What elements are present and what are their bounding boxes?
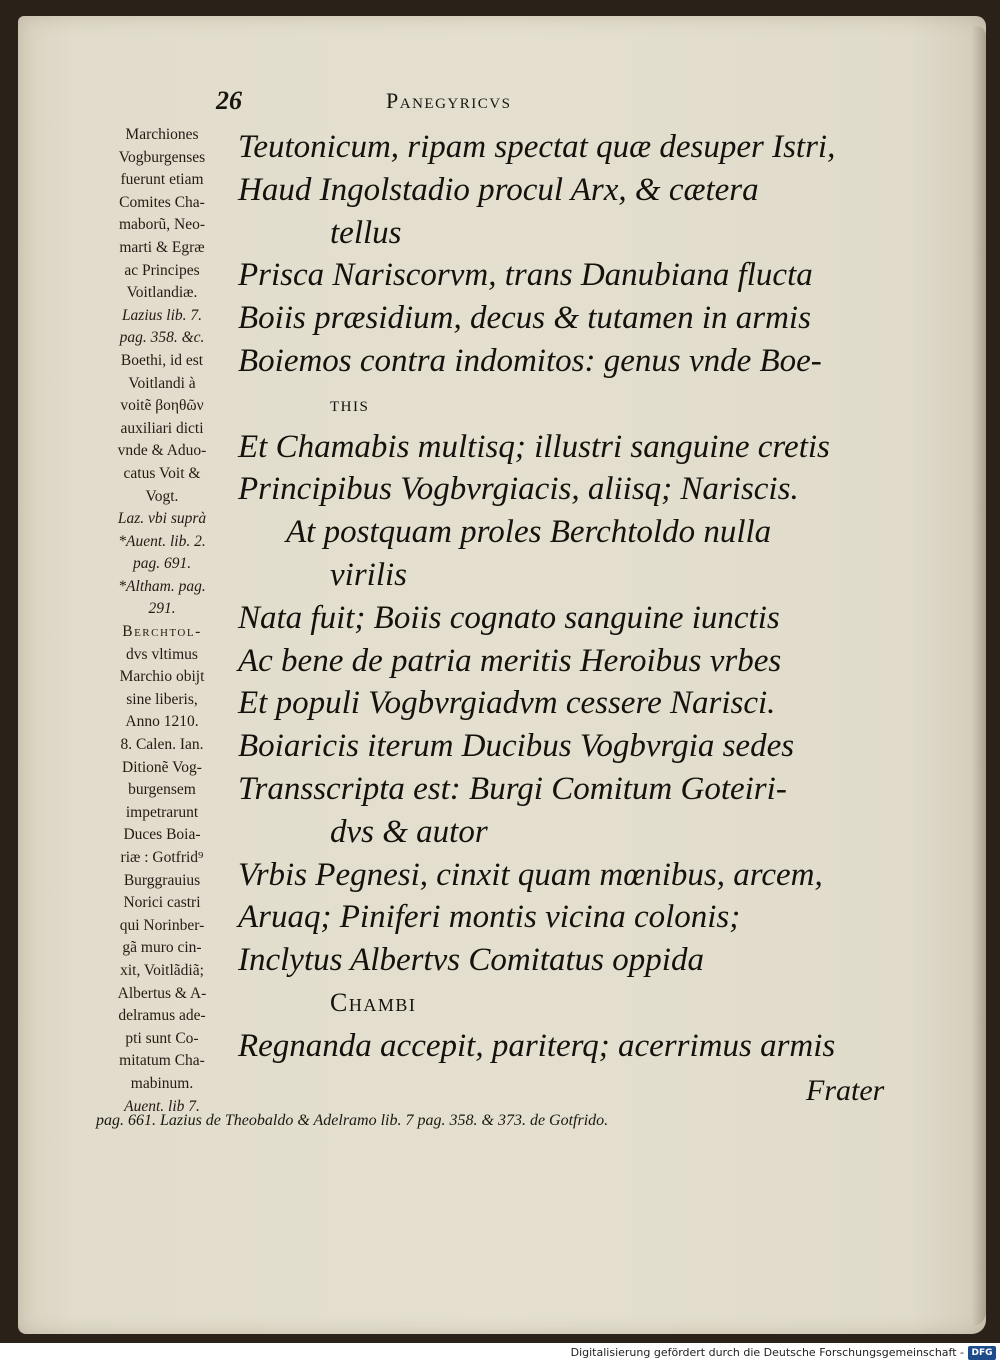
page-edge-shadow (972, 26, 986, 1326)
margin-note-line: impetrarunt (125, 803, 199, 821)
margin-note-line: catus Voit & (123, 464, 201, 482)
footnote: pag. 661. Lazius de Theobaldo & Adelramo lib. 7 pag. 358. & 373. de Gotfrido. (96, 1112, 609, 1129)
margin-note-line: Marchiones (125, 126, 199, 143)
poem-line: Boiis præsidium, decus & tutamen in armis (238, 300, 811, 337)
poem-line: At postquam proles Berchtoldo nulla (286, 514, 772, 551)
margin-note-line: Marchio obijt (119, 668, 205, 686)
margin-note-line: pag. 358. &c. (119, 329, 205, 347)
margin-note-line: qui Norinber- (119, 916, 205, 934)
margin-note-line: Comites Cha- (119, 193, 205, 211)
poem-line: Boiaricis iterum Ducibus Vogbvrgia sedes (238, 728, 795, 765)
poem-line-continuation: Chambi (330, 987, 417, 1017)
margin-note-line: vnde & Aduo- (117, 442, 207, 460)
margin-note-line: delramus ade- (118, 1007, 206, 1025)
page-number: 26 (216, 86, 242, 115)
margin-note-line: sine liberis, (126, 690, 198, 708)
margin-note-line: 8. Calen. Ian. (120, 736, 204, 754)
margin-note-line: pti sunt Co- (125, 1029, 199, 1047)
margin-notes (92, 124, 232, 1118)
margin-note-line: voitẽ βοηθῶν (120, 397, 204, 415)
margin-note-line: Boethi, id est (120, 351, 204, 369)
margin-note-line: *Auent. lib. 2. (118, 532, 206, 550)
poem-line: Transscripta est: Burgi Comitum Goteiri- (238, 770, 787, 807)
margin-note-line: marti & Egræ (119, 238, 205, 256)
margin-note-line: Albertus & A- (117, 984, 207, 1002)
margin-note-line: xit, Voitlãdiã; (120, 961, 204, 979)
margin-note-line: riæ : Gotfrid⁹ (120, 849, 204, 866)
poem-line-continuation: dvs & autor (330, 813, 488, 850)
margin-note-line: Duces Boia- (123, 826, 201, 844)
poem-line: Aruaq; Piniferi montis vicina colonis; (238, 899, 741, 936)
poem-line-continuation: tellus (330, 214, 402, 251)
poem-line: Prisca Nariscorvm, trans Danubiana flucta (238, 257, 813, 294)
margin-note-line: fuerunt etiam (120, 171, 204, 189)
dfg-logo: DFG (968, 1346, 996, 1360)
catchword: Frater (806, 1074, 885, 1107)
margin-note-line: *Altham. pag. (118, 577, 206, 595)
margin-note-line: Laz. vbi suprà (117, 510, 207, 528)
margin-note-line: Voitlandiæ. (126, 284, 198, 302)
poem-line: Nata fuit; Boiis cognato sanguine iunctis (238, 599, 780, 636)
credit-bar (0, 1343, 1000, 1364)
margin-note-line: 291. (148, 600, 176, 618)
poem-line-continuation: this (330, 390, 370, 416)
margin-note-line: Burggrauius (123, 871, 201, 889)
margin-note-line: dvs vltimus (126, 645, 198, 663)
margin-note-line: Voitlandi à (128, 374, 196, 392)
poem-text (238, 126, 938, 1068)
credit-text: Digitalisierung gefördert durch die Deutsche Forschungsgemeinschaft - (570, 1346, 964, 1359)
poem-line: Principibus Vogbvrgiacis, aliisq; Nariscis. (238, 471, 799, 508)
margin-note-line: burgensem (128, 781, 196, 799)
margin-note-line: Auent. lib 7. (124, 1097, 200, 1115)
margin-note-line: mitatum Cha- (119, 1052, 205, 1070)
poem-line: Boiemos contra indomitos: genus vnde Boe- (238, 342, 822, 379)
poem-line: Haud Ingolstadio procul Arx, & cætera (238, 171, 759, 208)
margin-note-line: Vogt. (145, 487, 179, 505)
poem-line: Regnanda accepit, pariterq; acerrimus armis (238, 1027, 836, 1064)
margin-note-line: mabinum. (130, 1074, 194, 1092)
margin-note-line: maborũ, Neo- (118, 216, 206, 234)
poem-line: Teutonicum, ripam spectat quæ desuper Istri, (238, 129, 836, 165)
running-title: Panegyricvs (386, 88, 512, 113)
margin-note-line: Lazius lib. 7. (121, 306, 203, 324)
margin-note-line: gã muro cin- (122, 939, 202, 957)
poem-line: Et Chamabis multisq; illustri sanguine cretis (238, 428, 830, 465)
margin-note-line: ac Principes (124, 261, 200, 279)
margin-note-line: Vogburgenses (118, 148, 206, 166)
margin-note-line: auxiliari dicti (120, 419, 204, 437)
poem-line-continuation: virilis (330, 556, 408, 593)
margin-note-line: Ditionẽ Vog- (122, 758, 202, 776)
poem-line: Vrbis Pegnesi, cinxit quam mœnibus, arcem, (238, 856, 823, 893)
margin-note-line: Anno 1210. (125, 713, 199, 731)
poem-line: Inclytus Albertvs Comitatus oppida (238, 942, 704, 979)
page-header (0, 86, 1000, 118)
margin-note-line: Berchtol- (122, 623, 202, 641)
poem-line: Ac bene de patria meritis Heroibus vrbes (238, 642, 782, 679)
margin-note-line: Norici castri (123, 894, 201, 912)
poem-line: Et populi Vogbvrgiadvm cessere Narisci. (238, 685, 776, 722)
margin-note-line: pag. 691. (132, 555, 192, 573)
